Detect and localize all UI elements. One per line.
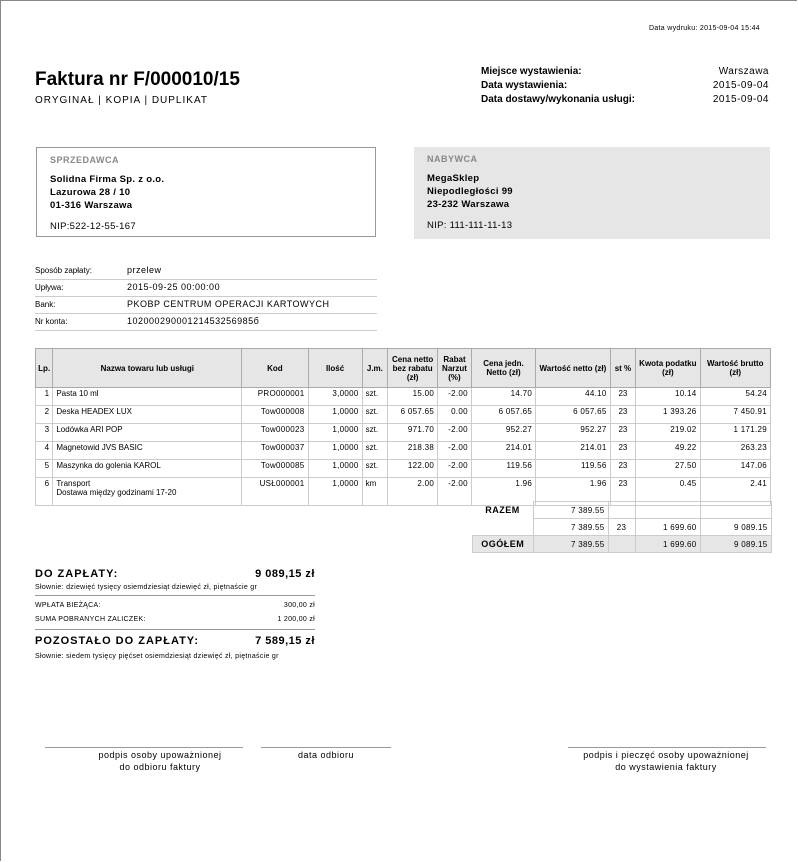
total-tax: 1 699.60: [635, 536, 700, 553]
due-words: Słownie: dziewięć tysięcy osiemdziesiąt dziewięć zł, piętnaście gr: [35, 584, 258, 591]
cell-name: [53, 442, 242, 460]
due-value: 9 089,15 zł: [255, 568, 315, 580]
meta-delivery-date: [481, 94, 771, 108]
cell-net: 44.10: [536, 388, 611, 406]
cell-name: [53, 460, 242, 478]
cell-price: 15.00: [388, 388, 438, 406]
remaining-words: Słownie: siedem tysięcy pięćset osiemdziesiąt dziewięć zł, piętnaście gr: [35, 653, 279, 660]
cell-unit-net: 1.96: [471, 478, 535, 506]
table-row: [36, 388, 771, 406]
cell-gross: 54.24: [700, 388, 771, 406]
cell-unit-net: 214.01: [471, 442, 535, 460]
cell-vat: 23: [610, 388, 636, 406]
seller-heading: SPRZEDAWCA: [50, 155, 120, 165]
cell-net: 1.96: [536, 478, 611, 506]
issuer-signature-line1: podpis i pieczęć osoby upoważnionej: [583, 750, 749, 760]
cell-unit: szt.: [362, 460, 388, 478]
cell-vat: 23: [610, 406, 636, 424]
divider: [35, 595, 315, 596]
cell-name: [53, 478, 242, 506]
cell-qty: 1,0000: [308, 460, 362, 478]
item-note: Dostawa między godzinami 17-20: [56, 488, 177, 497]
receiver-signature-line1: podpis osoby upoważnionej: [98, 750, 222, 760]
cell-name: [53, 406, 242, 424]
cell-price: 218.38: [388, 442, 438, 460]
total-label: OGÓŁEM: [473, 536, 534, 553]
payment-due: [35, 280, 377, 297]
cell-tax: 27.50: [636, 460, 700, 478]
payment-label: Sposób zapłaty:: [35, 266, 92, 275]
item-name: Maszynka do golenia KAROL: [56, 461, 161, 470]
items-table: [35, 348, 771, 506]
cell-price: 2.00: [388, 478, 438, 506]
col-code: Kod: [242, 349, 308, 388]
advance-value: 1 200,00 zł: [277, 616, 315, 623]
cell-unit: szt.: [362, 424, 388, 442]
cell-price: 971.70: [388, 424, 438, 442]
buyer-box: [414, 147, 770, 239]
buyer-nip: NIP: 111-111-11-13: [427, 220, 513, 231]
table-row: [36, 406, 771, 424]
col-net: Wartość netto (zł): [536, 349, 611, 388]
cell-vat: 23: [610, 424, 636, 442]
vat-net: 7 389.55: [533, 519, 608, 536]
invoice-copies: ORYGINAŁ | KOPIA | DUPLIKAT: [35, 95, 208, 106]
seller-box: [36, 147, 376, 237]
vat-gross: 9 089.15: [700, 519, 771, 536]
issuer-signature-line2: do wystawienia faktury: [615, 762, 717, 772]
cell-lp: 6: [36, 478, 53, 506]
cell-lp: 3: [36, 424, 53, 442]
seller-nip: NIP:522-12-55-167: [50, 221, 136, 232]
cell-price: 122.00: [388, 460, 438, 478]
cell-code: Tow000037: [242, 442, 308, 460]
cell-disc: -2.00: [438, 442, 472, 460]
razem-label: RAZEM: [485, 505, 520, 515]
cell-gross: 263.23: [700, 442, 771, 460]
col-vat-rate: st %: [610, 349, 636, 388]
seller-street: Lazurowa 28 / 10: [50, 187, 131, 198]
summary-total-row: [473, 536, 772, 553]
cell-gross: 147.06: [700, 460, 771, 478]
cell-disc: -2.00: [438, 478, 472, 506]
table-header-row: [36, 349, 771, 388]
cell-net: 6 057.65: [536, 406, 611, 424]
cell-tax: 10.14: [636, 388, 700, 406]
vat-rate: 23: [608, 519, 635, 536]
total-gross: 9 089.15: [700, 536, 771, 553]
payment-value: PKOBP CENTRUM OPERACJI KARTOWYCH: [127, 299, 330, 309]
summary-table: [472, 501, 772, 553]
cell-lp: 2: [36, 406, 53, 424]
signature-line: [568, 747, 766, 748]
razem-net: 7 389.55: [533, 502, 608, 519]
cell-disc: -2.00: [438, 388, 472, 406]
receiver-signature-line2: do odbioru faktury: [119, 762, 201, 772]
payment-value: 2015-09-25 00:00:00: [127, 282, 221, 292]
meta-place: [481, 66, 771, 80]
cell-qty: 1,0000: [308, 442, 362, 460]
cell-lp: 5: [36, 460, 53, 478]
cell-code: USŁ000001: [242, 478, 308, 506]
advance-value: 300,00 zł: [283, 602, 315, 609]
summary-vat-row: [473, 519, 772, 536]
cell-qty: 3,0000: [308, 388, 362, 406]
item-name: Magnetowid JVS BASIC: [56, 443, 143, 452]
cell-unit-net: 119.56: [471, 460, 535, 478]
print-date: Data wydruku: 2015-09-04 15:44: [649, 25, 760, 32]
cell-gross: 1 171.29: [700, 424, 771, 442]
cell-lp: 1: [36, 388, 53, 406]
cell-tax: 1 393.26: [636, 406, 700, 424]
cell-net: 119.56: [536, 460, 611, 478]
cell-vat: 23: [610, 478, 636, 506]
cell-code: Tow000085: [242, 460, 308, 478]
advance-current: [35, 602, 315, 614]
payment-method: [35, 263, 377, 280]
buyer-name: MegaSklep: [427, 173, 480, 184]
payment-value: przelew: [127, 265, 162, 275]
meta-label: Data wystawienia:: [481, 80, 568, 91]
cell-code: Tow000008: [242, 406, 308, 424]
cell-unit: szt.: [362, 442, 388, 460]
advance-sum: [35, 616, 315, 628]
item-name: Deska HEADEX LUX: [56, 407, 132, 416]
payment-bank: [35, 297, 377, 314]
col-discount: Rabat Narzut (%): [438, 349, 472, 388]
cell-vat: 23: [610, 460, 636, 478]
signature-line: [261, 747, 391, 748]
payment-label: Upływa:: [35, 283, 64, 292]
col-price: Cena netto bez rabatu (zł): [388, 349, 438, 388]
buyer-street: Niepodległości 99: [427, 186, 513, 197]
meta-label: Miejsce wystawienia:: [481, 66, 582, 77]
cell-net: 214.01: [536, 442, 611, 460]
receiver-signature: [45, 749, 275, 773]
remaining-value: 7 589,15 zł: [255, 635, 315, 647]
item-name: Lodówka ARI POP: [56, 425, 123, 434]
col-tax: Kwota podatku (zł): [636, 349, 700, 388]
payment-value: 10200029000121453256985б: [127, 316, 260, 326]
item-name: Transport: [56, 479, 91, 488]
cell-tax: 219.02: [636, 424, 700, 442]
payment-label: Nr konta:: [35, 317, 68, 326]
signature-line: [45, 747, 243, 748]
col-unit-net: Cena jedn. Netto (zł): [471, 349, 535, 388]
cell-qty: 1,0000: [308, 424, 362, 442]
advance-label: SUMA POBRANYCH ZALICZEK:: [35, 616, 146, 623]
cell-gross: 2.41: [700, 478, 771, 506]
seller-name: Solidna Firma Sp. z o.o.: [50, 174, 165, 185]
issuer-signature: [561, 749, 771, 773]
col-gross: Wartość brutto (zł): [700, 349, 771, 388]
cell-disc: -2.00: [438, 424, 472, 442]
col-name: Nazwa towaru lub usługi: [53, 349, 242, 388]
col-lp: Lp.: [36, 349, 53, 388]
seller-city: 01-316 Warszawa: [50, 200, 133, 211]
cell-tax: 0.45: [636, 478, 700, 506]
meta-issue-date: [481, 80, 771, 94]
cell-unit-net: 14.70: [471, 388, 535, 406]
cell-unit-net: 952.27: [471, 424, 535, 442]
cell-net: 952.27: [536, 424, 611, 442]
buyer-heading: NABYWCA: [427, 154, 478, 164]
remaining-label: POZOSTAŁO DO ZAPŁATY:: [35, 635, 199, 647]
col-unit: J.m.: [362, 349, 388, 388]
cell-disc: 0.00: [438, 406, 472, 424]
table-row: [36, 424, 771, 442]
cell-unit: szt.: [362, 406, 388, 424]
cell-qty: 1,0000: [308, 478, 362, 506]
cell-gross: 7 450.91: [700, 406, 771, 424]
cell-lp: 4: [36, 442, 53, 460]
divider: [35, 629, 315, 630]
col-qty: Ilość: [308, 349, 362, 388]
buyer-city: 23-232 Warszawa: [427, 199, 510, 210]
cell-name: [53, 388, 242, 406]
total-net: 7 389.55: [533, 536, 608, 553]
cell-vat: 23: [610, 442, 636, 460]
cell-code: Tow000023: [242, 424, 308, 442]
vat-tax: 1 699.60: [635, 519, 700, 536]
receipt-date: data odbioru: [297, 750, 355, 760]
payment-account: [35, 314, 377, 331]
cell-price: 6 057.65: [388, 406, 438, 424]
meta-value: 2015-09-04: [712, 94, 769, 105]
cell-disc: -2.00: [438, 460, 472, 478]
meta-value: Warszawa: [718, 66, 769, 77]
cell-tax: 49.22: [636, 442, 700, 460]
due-label: DO ZAPŁATY:: [35, 568, 119, 580]
meta-value: 2015-09-04: [712, 80, 769, 91]
meta-label: Data dostawy/wykonania usługi:: [481, 94, 635, 105]
invoice-title: Faktura nr F/000010/15: [35, 69, 240, 90]
summary-razem-row: [473, 502, 772, 519]
table-row: [36, 460, 771, 478]
cell-code: PRO000001: [242, 388, 308, 406]
item-name: Pasta 10 ml: [56, 389, 99, 398]
table-row: [36, 442, 771, 460]
cell-qty: 1,0000: [308, 406, 362, 424]
cell-name: [53, 424, 242, 442]
cell-unit: szt.: [362, 388, 388, 406]
advance-label: WPŁATA BIEŻĄCA:: [35, 602, 101, 609]
cell-unit: km: [362, 478, 388, 506]
payment-label: Bank:: [35, 300, 56, 309]
cell-unit-net: 6 057.65: [471, 406, 535, 424]
